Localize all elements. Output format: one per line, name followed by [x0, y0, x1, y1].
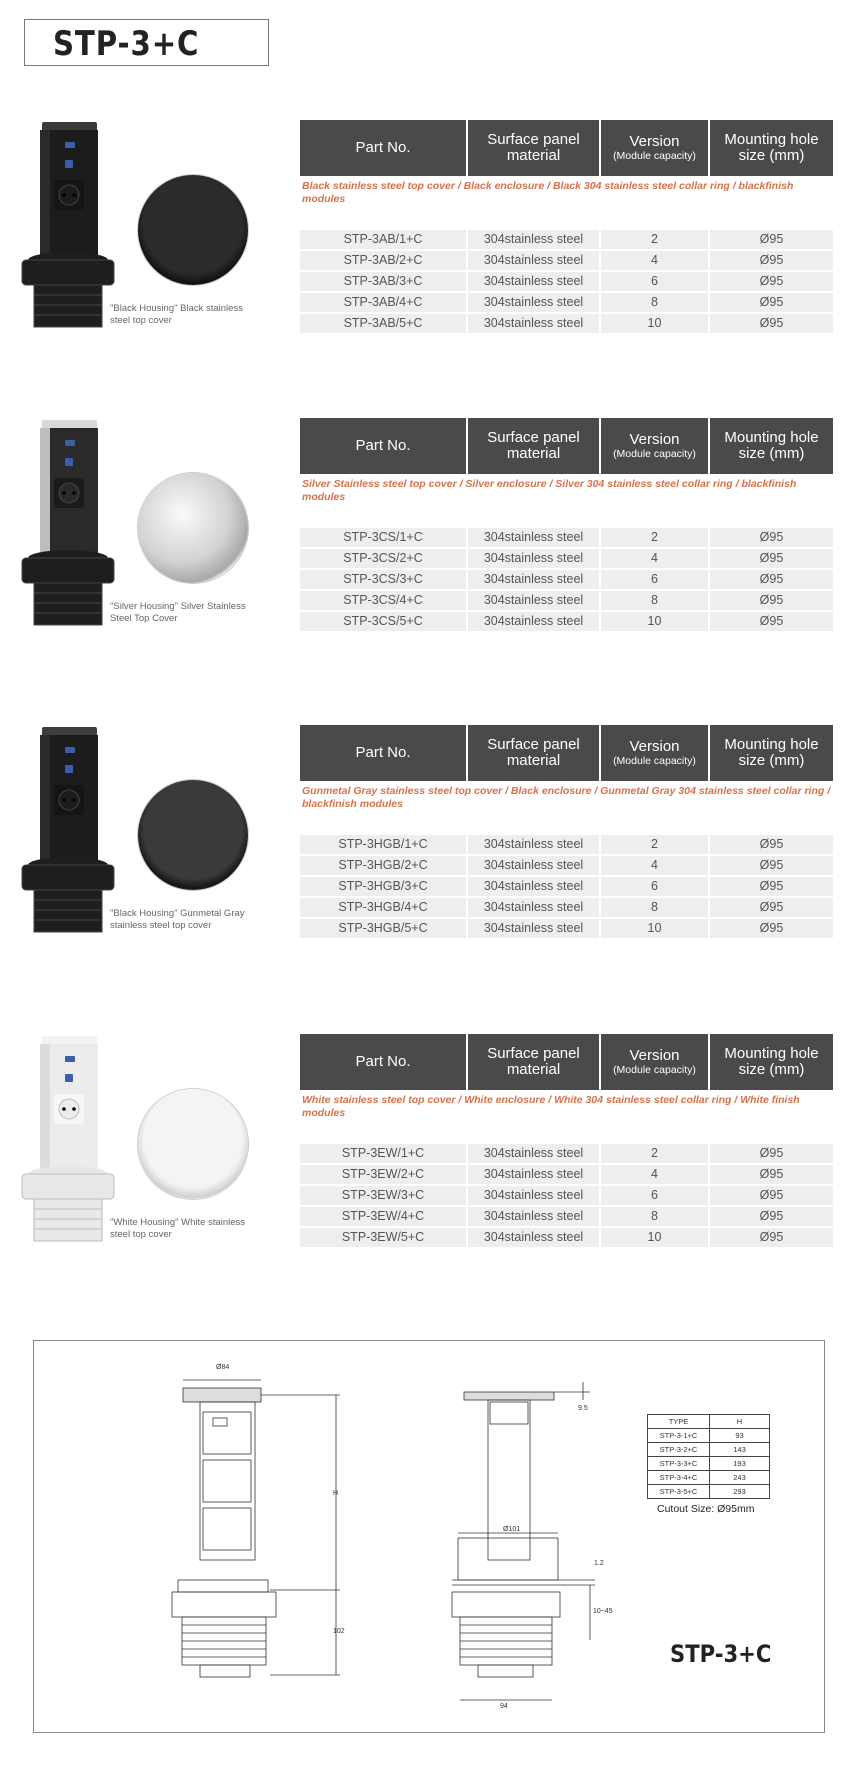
- cell-version: 4: [601, 1165, 708, 1184]
- cell-material: 304stainless steel: [468, 293, 599, 312]
- cell-mounting-hole: Ø95: [710, 591, 833, 610]
- cell-part-no: STP-3EW/1+C: [300, 1144, 466, 1163]
- cell-version: 2: [601, 1144, 708, 1163]
- type-cell: STP-3-1+C: [648, 1429, 710, 1443]
- type-table-row: [648, 1443, 770, 1457]
- cell-material: 304stainless steel: [468, 251, 599, 270]
- cell-material: 304stainless steel: [468, 612, 599, 631]
- cutout-size: Cutout Size: Ø95mm: [657, 1503, 755, 1515]
- cell-material: 304stainless steel: [468, 549, 599, 568]
- cell-part-no: STP-3HGB/5+C: [300, 919, 466, 938]
- h-cell: 243: [710, 1471, 770, 1485]
- header-part-no: Part No.: [300, 120, 466, 176]
- header-surface-material: Surface panel material: [468, 120, 599, 176]
- cell-version: 4: [601, 251, 708, 270]
- cell-version: 8: [601, 591, 708, 610]
- dim-10-45: 10~45: [593, 1608, 613, 1615]
- cell-part-no: STP-3CS/5+C: [300, 612, 466, 631]
- product-caption: "Black Housing" Black stainless steel top cover: [110, 303, 243, 326]
- dim-d101: Ø101: [503, 1526, 521, 1533]
- type-table-row: [648, 1429, 770, 1443]
- cell-mounting-hole: Ø95: [710, 230, 833, 249]
- cell-part-no: STP-3HGB/2+C: [300, 856, 466, 875]
- cell-mounting-hole: Ø95: [710, 1186, 833, 1205]
- cell-part-no: STP-3AB/1+C: [300, 230, 466, 249]
- cell-material: 304stainless steel: [468, 835, 599, 854]
- header-version-label: Version: [629, 133, 680, 150]
- cell-material: 304stainless steel: [468, 1144, 599, 1163]
- cell-mounting-hole: Ø95: [710, 1165, 833, 1184]
- dim-94: 94: [500, 1703, 508, 1710]
- finish-description: White stainless steel top cover / White enclosure / White 304 stainless steel collar ring / White finish modules: [302, 1094, 800, 1119]
- cell-version: 10: [601, 919, 708, 938]
- header-version-label: Version: [629, 431, 680, 448]
- cell-mounting-hole: Ø95: [710, 549, 833, 568]
- cell-version: 4: [601, 549, 708, 568]
- header-surface-material: Surface panel material: [468, 725, 599, 781]
- cell-version: 2: [601, 835, 708, 854]
- cell-mounting-hole: Ø95: [710, 528, 833, 547]
- cell-version: 6: [601, 272, 708, 291]
- cell-mounting-hole: Ø95: [710, 251, 833, 270]
- cell-part-no: STP-3CS/2+C: [300, 549, 466, 568]
- cell-material: 304stainless steel: [468, 570, 599, 589]
- dim-9-5: 9.5: [578, 1405, 588, 1412]
- cell-part-no: STP-3HGB/3+C: [300, 877, 466, 896]
- header-surface-material: Surface panel material: [468, 418, 599, 474]
- cell-material: 304stainless steel: [468, 272, 599, 291]
- finish-description: Gunmetal Gray stainless steel top cover / Black enclosure / Gunmetal Gray 304 stainless steel collar ring / blackfinish modules: [302, 785, 831, 810]
- type-table-row: [648, 1485, 770, 1499]
- type-table-header: [648, 1415, 770, 1429]
- type-table-row: [648, 1471, 770, 1485]
- cell-mounting-hole: Ø95: [710, 293, 833, 312]
- header-mounting-hole: Mounting hole size (mm): [710, 725, 833, 781]
- cell-part-no: STP-3CS/3+C: [300, 570, 466, 589]
- finish-description: Black stainless steel top cover / Black enclosure / Black 304 stainless steel collar ring / blackfinish modules: [302, 180, 794, 205]
- cell-material: 304stainless steel: [468, 1165, 599, 1184]
- header-version-label: Version: [629, 738, 680, 755]
- cell-version: 10: [601, 314, 708, 333]
- cell-version: 2: [601, 528, 708, 547]
- product-caption: "Silver Housing" Silver Stainless Steel Top Cover: [110, 601, 246, 624]
- header-version-label: Version: [629, 1047, 680, 1064]
- type-height-table: [647, 1414, 770, 1499]
- header-mounting-hole: Mounting hole size (mm): [710, 1034, 833, 1090]
- cell-version: 4: [601, 856, 708, 875]
- cell-part-no: STP-3AB/3+C: [300, 272, 466, 291]
- cell-part-no: STP-3EW/5+C: [300, 1228, 466, 1247]
- cell-material: 304stainless steel: [468, 877, 599, 896]
- dim-102: 102: [333, 1628, 345, 1635]
- cell-part-no: STP-3AB/4+C: [300, 293, 466, 312]
- type-cell: STP-3-4+C: [648, 1471, 710, 1485]
- cell-material: 304stainless steel: [468, 528, 599, 547]
- cell-version: 10: [601, 612, 708, 631]
- product-caption: "White Housing" White stainless steel top cover: [110, 1217, 246, 1240]
- cell-version: 6: [601, 877, 708, 896]
- cell-material: 304stainless steel: [468, 230, 599, 249]
- drawing-title: STP-3+C: [670, 1640, 772, 1668]
- header-part-no: Part No.: [300, 1034, 466, 1090]
- cell-mounting-hole: Ø95: [710, 898, 833, 917]
- type-table-row: [648, 1457, 770, 1471]
- h-cell: 143: [710, 1443, 770, 1457]
- cell-mounting-hole: Ø95: [710, 612, 833, 631]
- cell-material: 304stainless steel: [468, 856, 599, 875]
- cell-part-no: STP-3CS/4+C: [300, 591, 466, 610]
- cell-mounting-hole: Ø95: [710, 877, 833, 896]
- cell-mounting-hole: Ø95: [710, 856, 833, 875]
- cell-part-no: STP-3EW/2+C: [300, 1165, 466, 1184]
- cell-material: 304stainless steel: [468, 1186, 599, 1205]
- type-cell: STP-3-5+C: [648, 1485, 710, 1499]
- cell-mounting-hole: Ø95: [710, 570, 833, 589]
- product-caption: "Black Housing" Gunmetal Gray stainless steel top cover: [110, 908, 245, 931]
- cell-part-no: STP-3EW/3+C: [300, 1186, 466, 1205]
- dim-h: H: [333, 1490, 339, 1497]
- cell-version: 10: [601, 1228, 708, 1247]
- cell-version: 2: [601, 230, 708, 249]
- cell-version: 8: [601, 1207, 708, 1226]
- cell-mounting-hole: Ø95: [710, 1144, 833, 1163]
- h-cell: 293: [710, 1485, 770, 1499]
- h-header: H: [710, 1415, 770, 1429]
- cell-mounting-hole: Ø95: [710, 272, 833, 291]
- cell-version: 6: [601, 570, 708, 589]
- cell-material: 304stainless steel: [468, 1228, 599, 1247]
- type-header: TYPE: [648, 1415, 710, 1429]
- header-surface-material: Surface panel material: [468, 1034, 599, 1090]
- cell-version: 6: [601, 1186, 708, 1205]
- cell-material: 304stainless steel: [468, 591, 599, 610]
- header-version-sub: (Module capacity): [613, 755, 696, 767]
- cell-mounting-hole: Ø95: [710, 919, 833, 938]
- cell-version: 8: [601, 293, 708, 312]
- h-cell: 193: [710, 1457, 770, 1471]
- type-cell: STP-3-2+C: [648, 1443, 710, 1457]
- finish-description: Silver Stainless steel top cover / Silver enclosure / Silver 304 stainless steel collar ring / blackfinish modules: [302, 478, 797, 503]
- cell-material: 304stainless steel: [468, 919, 599, 938]
- header-version-sub: (Module capacity): [613, 448, 696, 460]
- cell-material: 304stainless steel: [468, 1207, 599, 1226]
- cell-material: 304stainless steel: [468, 314, 599, 333]
- cell-mounting-hole: Ø95: [710, 1207, 833, 1226]
- page-title: STP-3+C: [53, 24, 200, 64]
- cell-mounting-hole: Ø95: [710, 1228, 833, 1247]
- header-version-sub: (Module capacity): [613, 150, 696, 162]
- cell-material: 304stainless steel: [468, 898, 599, 917]
- cell-part-no: STP-3AB/2+C: [300, 251, 466, 270]
- cell-part-no: STP-3CS/1+C: [300, 528, 466, 547]
- dim-d84: Ø84: [216, 1364, 230, 1371]
- cell-part-no: STP-3EW/4+C: [300, 1207, 466, 1226]
- cell-part-no: STP-3AB/5+C: [300, 314, 466, 333]
- header-mounting-hole: Mounting hole size (mm): [710, 120, 833, 176]
- dim-1-2: 1.2: [594, 1560, 604, 1567]
- header-part-no: Part No.: [300, 725, 466, 781]
- cell-mounting-hole: Ø95: [710, 314, 833, 333]
- cell-part-no: STP-3HGB/1+C: [300, 835, 466, 854]
- cell-version: 8: [601, 898, 708, 917]
- cell-mounting-hole: Ø95: [710, 835, 833, 854]
- cell-part-no: STP-3HGB/4+C: [300, 898, 466, 917]
- header-version-sub: (Module capacity): [613, 1064, 696, 1076]
- header-mounting-hole: Mounting hole size (mm): [710, 418, 833, 474]
- header-part-no: Part No.: [300, 418, 466, 474]
- h-cell: 93: [710, 1429, 770, 1443]
- type-cell: STP-3-3+C: [648, 1457, 710, 1471]
